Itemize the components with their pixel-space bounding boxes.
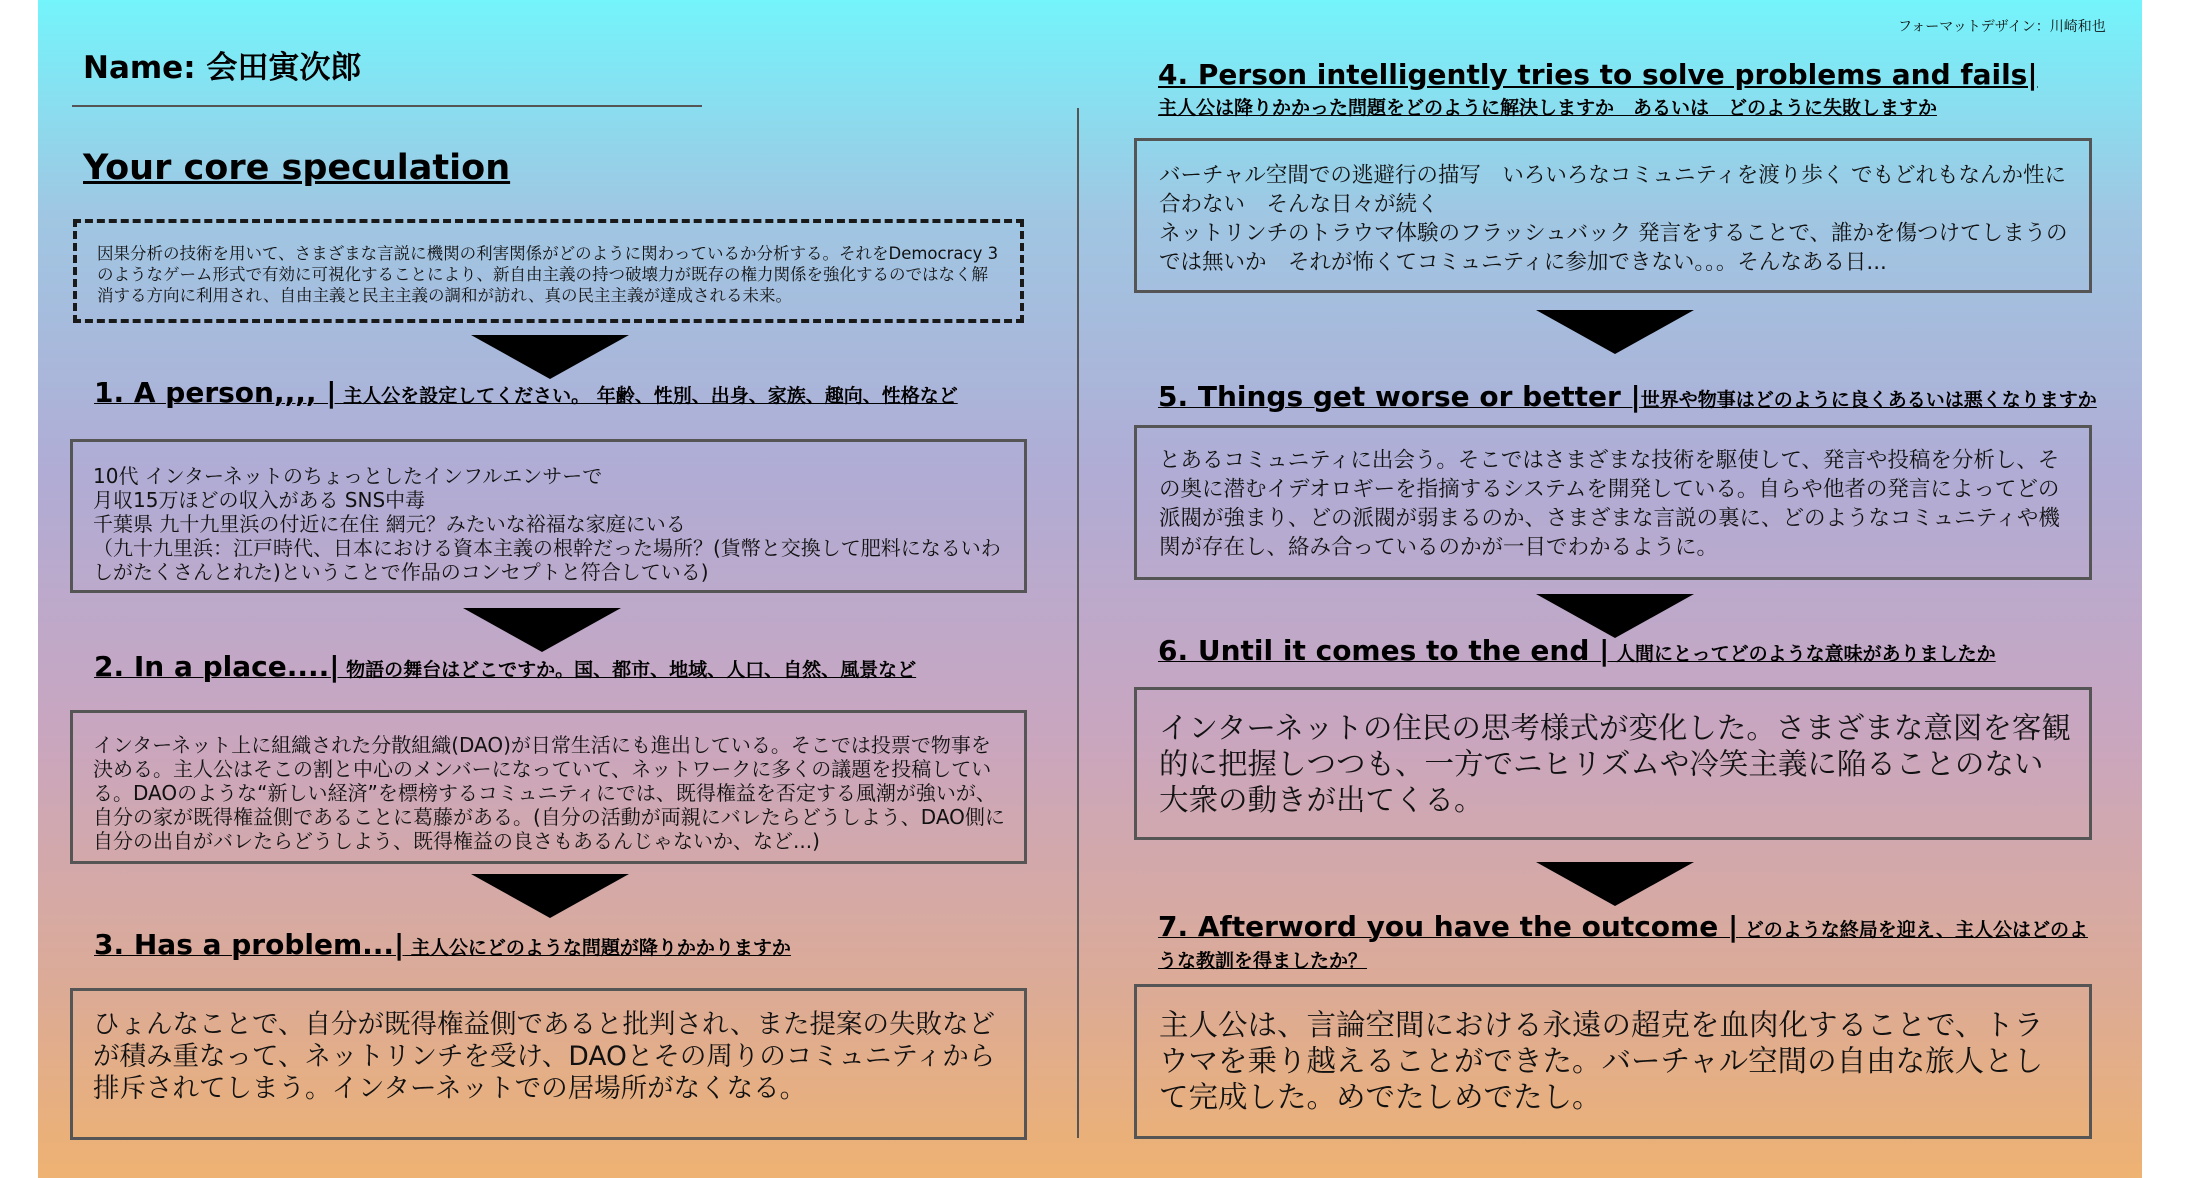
section-3-body: ひょんなことで、自分が既得権益側であると批判され、また提案の失敗などが積み重なって、ネットリンチを受け、DAOとその周りのコミュニティから排斥されてしまう。インターネットでの居場所がなくなる。: [93, 1009, 996, 1104]
section-6-heading: [1158, 634, 1996, 667]
section-3-heading-jp: 主人公にどのような問題が降りかかりますか: [404, 937, 791, 959]
section-1-heading-en: 1. A person,,,, |: [94, 376, 337, 409]
section-5-heading-jp: 世界や物事はどのように良くあるいは悪くなりますか: [1640, 389, 2097, 411]
section-5-body: とあるコミュニティに出会う。そこではさまざまな技術を駆使して、発言や投稿を分析し、その奥に潜むイデオロギーを指摘するシステムを開発している。自らや他者の発言によってどの派閥が強まり、どの派閥が弱まるのか、さまざまな言説の裏に、どのようなコミュニティや機関が存在し、絡み合っているのかが一目でわかるように。: [1159, 448, 2060, 560]
section-6-body: インターネットの住民の思考様式が変化した。さまざまな意図を客観的に把握しつつも、一方でニヒリズムや冷笑主義に陥ることのない大衆の動きが出てくる。: [1159, 711, 2071, 817]
format-credit: フォーマットデザイン：川崎和也: [1898, 19, 2106, 35]
section-2-body: インターネット上に組織された分散組織(DAO)が日常生活にも進出している。そこでは投票で物事を決める。主人公はそこの割と中心のメンバーになっていて、ネットワークに多くの議題を投稿している。DAOのような“新しい経済”を標榜するコミュニティにでは、既得権益を否定する風潮が強いが、自分の家が既得権益側であることに葛藤がある。(自分の活動が両親にバレたらどうしよう、DAO側に自分の出自がバレたらどうしよう、既得権益の良さもあるんじゃないか、など...): [93, 733, 1005, 853]
section-5-heading-en: 5. Things get worse or better |: [1158, 380, 1641, 413]
down-arrow-icon: [1536, 862, 1694, 906]
section-5-heading: [1158, 380, 2097, 413]
section-4-body: バーチャル空間での逃避行の描写 いろいろなコミュニティを渡り歩く でもどれもなんか性に合わない そんな日々が続く ネットリンチのトラウマ体験のフラッシュバック 発言をすることで、誰かを傷つけてしまうのでは無いか それが怖くてコミュニティに参加できない。。。そんなある日...: [1159, 163, 2068, 275]
section-6-heading-en: 6. Until it comes to the end |: [1158, 634, 1610, 667]
worksheet-page: [38, 0, 2142, 1178]
down-arrow-icon: [1536, 310, 1694, 354]
section-2-box: [70, 710, 1027, 864]
section-7-heading: [1158, 912, 2098, 977]
section-7-heading-en: 7. Afterword you have the outcome |: [1158, 910, 1739, 943]
section-7-body: 主人公は、言論空間における永遠の超克を血肉化することで、トラウマを乗り越えることができた。バーチャル空間の自由な旅人として完成した。めでたしめでたし。: [1159, 1008, 2044, 1114]
core-speculation-heading: Your core speculation: [83, 148, 511, 188]
section-4-box: [1134, 138, 2092, 293]
section-2-heading: [94, 650, 916, 683]
section-4-heading-en: 4. Person intelligently tries to solve problems and fails|: [1158, 58, 2038, 91]
section-1-heading: [94, 376, 958, 409]
section-3-box: [70, 988, 1027, 1140]
section-7-box: [1134, 984, 2092, 1139]
down-arrow-icon: [471, 335, 629, 379]
author-name: Name: 会田寅次郎: [83, 50, 362, 86]
section-1-body: 10代 インターネットのちょっとしたインフルエンサーで 月収15万ほどの収入がある SNS中毒 千葉県 九十九里浜の付近に在住 網元？みたいな裕福な家庭にいる （九十九里浜：江戸時代、日本における資本主義の根幹だった場所？(貨幣と交換して肥料になるいわしがたくさんとれた)ということで作品のコンセプトと符合している): [93, 464, 1001, 584]
down-arrow-icon: [471, 874, 629, 918]
core-speculation-box: [73, 219, 1024, 323]
down-arrow-icon: [463, 608, 621, 652]
section-4-heading: [1158, 58, 2038, 120]
name-underline-divider: [72, 105, 702, 107]
section-6-box: [1134, 687, 2092, 840]
column-divider: [1077, 108, 1079, 1138]
core-speculation-text: 因果分析の技術を用いて、さまざまな言説に機関の利害関係がどのように関わっているか分析する。それをDemocracy 3のようなゲーム形式で有効に可視化することにより、新自由主義の持つ破壊力が既存の権力関係を強化するのではなく解消する方向に利用され、自由主義と民主主義の調和が訪れ、真の民主主義が達成される未来。: [97, 244, 999, 305]
section-2-heading-en: 2. In a place....|: [94, 650, 340, 683]
section-5-box: [1134, 425, 2092, 580]
section-2-heading-jp: 物語の舞台はどこですか。国、都市、地域、人口、自然、風景など: [339, 659, 917, 681]
section-1-heading-jp: 主人公を設定してください。 年齢、性別、出身、家族、趣向、性格など: [336, 385, 958, 407]
down-arrow-icon: [1536, 594, 1694, 638]
section-4-heading-jp: 主人公は降りかかった問題をどのように解決しますか あるいは どのように失敗しますか: [1158, 97, 1938, 119]
section-3-heading-en: 3. Has a problem...|: [94, 928, 405, 961]
section-3-heading: [94, 928, 791, 961]
section-1-box: [70, 439, 1027, 593]
section-6-heading-jp: 人間にとってどのような意味がありましたか: [1609, 643, 1996, 665]
section-7-heading-jp: どのような終局を迎え、主人公はどのような教訓を得ましたか？: [1158, 919, 2088, 972]
